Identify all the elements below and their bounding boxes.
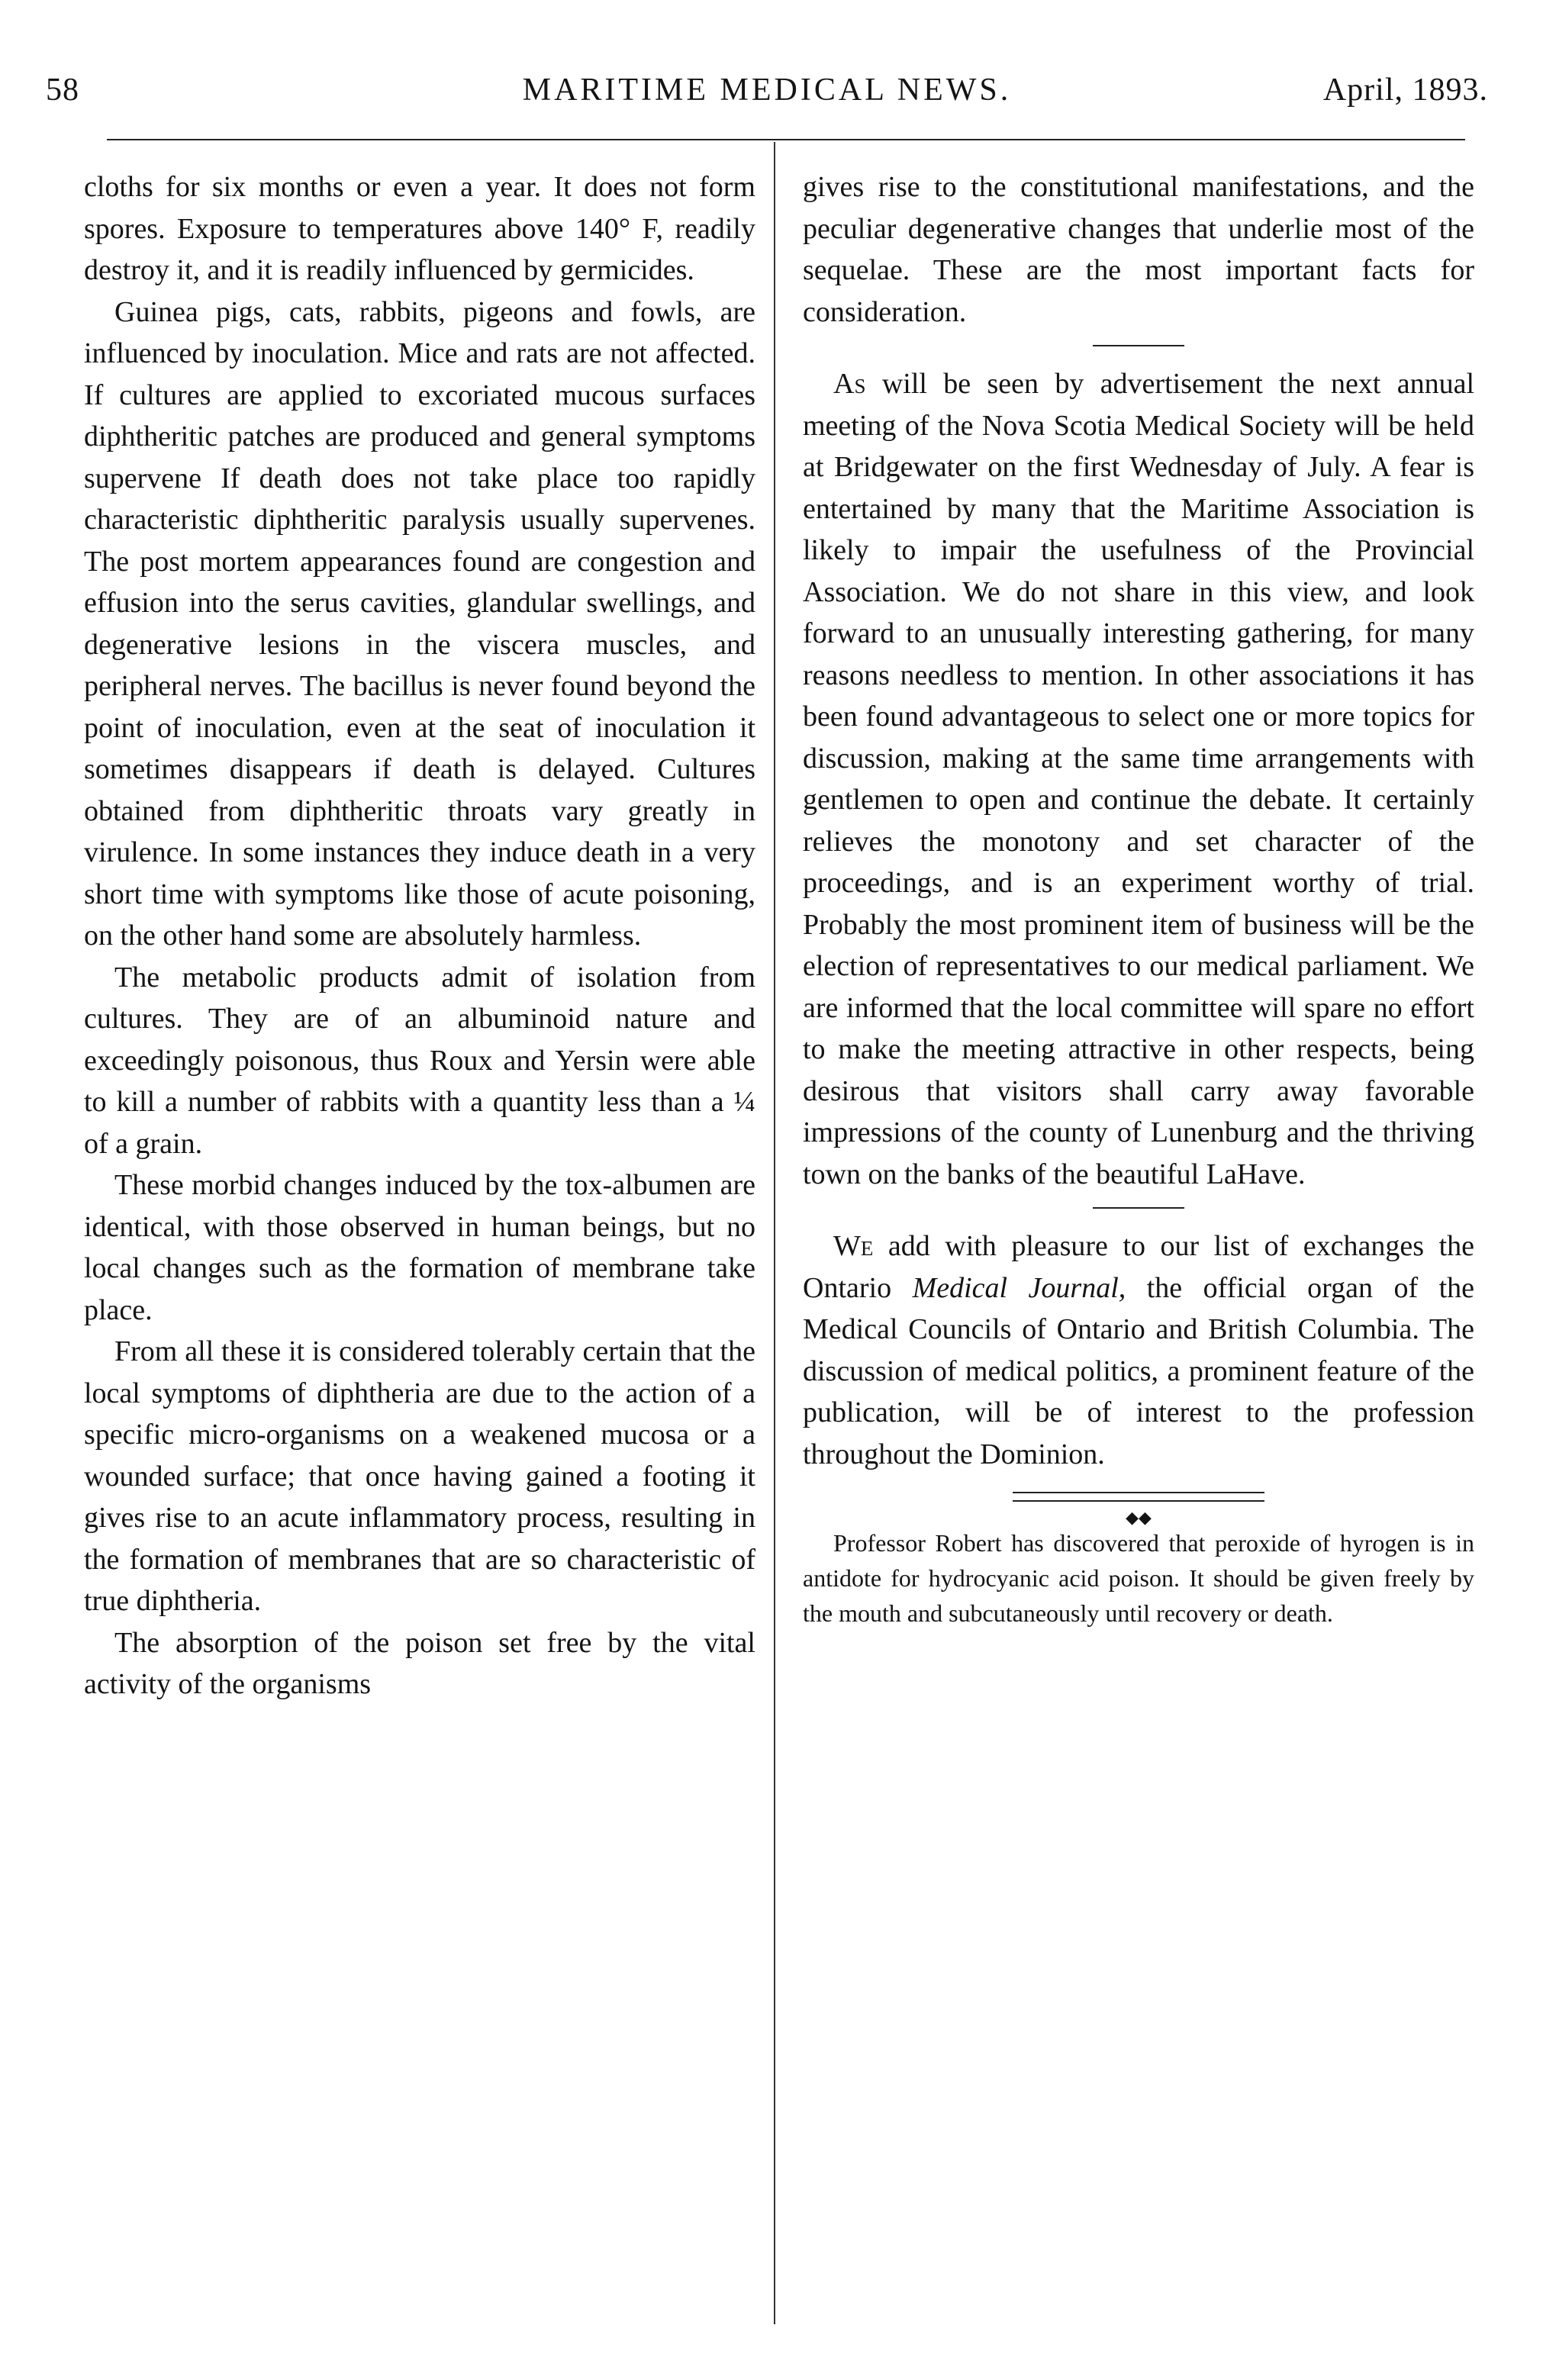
small-print-note (803, 1525, 1474, 1631)
section-separator (1093, 345, 1184, 346)
paragraph-continuation-right: gives rise to the constitutional manifestations, and the peculiar degenerative changes that underlie most of the sequelae. These are the most important facts for consideration. (803, 171, 1474, 328)
lead-word: We (833, 1230, 874, 1262)
ornamental-separator (1013, 1492, 1264, 1527)
running-header (46, 67, 1488, 113)
paragraph-annual-meeting (803, 363, 1474, 1195)
paragraph-inoculation: Guinea pigs, cats, rabbits, pigeons and fowls, are influenced by inoculation. Mice and rats are not affected. If cultures are applied to excoriated mucous surfaces diphtheritic patches are produced and general symptoms supervene If death does not take place too rapidly characteristic diphtheritic paralysis usually supervenes. The post mortem appearances found are congestion and effusion into the serus cavities, glandular swellings, and degenerative lesions in the viscera muscles, and peripheral nerves. The bacillus is never found beyond the point of inoculation, even at the seat of inoculation it sometimes disappears if death is delayed. Cultures obtained from diphtheritic throats vary greatly in virulence. In some instances they induce death in a very short time with symptoms like those of acute poisoning, on the other hand some are absolutely harmless. (84, 295, 755, 952)
journal-title: MARITIME MEDICAL NEWS. (522, 72, 1012, 108)
issue-date: April, 1893. (1322, 72, 1488, 108)
journal-name: Medical Journal, (912, 1271, 1126, 1304)
left-column (84, 166, 755, 1705)
paragraph-continuation: cloths for six months or even a year. It does not form spores. Exposure to temperatures above 140° F, readily destroy it, and it is readily influenced by germicides. (84, 171, 755, 286)
paragraph-metabolic-products: The metabolic products admit of isolation from cultures. They are of an albuminoid nature and exceedingly poisonous, thus Roux and Yersin were able to kill a number of rabbits with a quantity less than a ¼ of a grain. (84, 961, 755, 1160)
header-rule (107, 139, 1465, 140)
paragraph-text: will be seen by advertisement the next annual meeting of the Nova Scotia Medical Society will be held at Bridgewater on the first Wednesday of July. A fear is entertained by many that the Maritime Association is likely to impair the usefulness of the Provincial Association. We do not share in this view, and look forward to an unusually interesting gathering, for many reasons needless to mention. In other associations it has been found advantageous to select one or more topics for discussion, making at the same time arrangements with gentlemen to open and continue the debate. It certainly relieves the monotony and set character of the proceedings, and is an experiment worthy of trial. Probably the most prominent item of business will be the election of representatives to our medical parliament. We are informed that the local committee will spare no effort to make the meeting attractive in other respects, being desirous that visitors shall carry away favorable impressions of the county of Lunenburg and the thriving town on the banks of the beautiful LaHave. (803, 368, 1474, 1190)
paragraph-text: add with pleasure to our list of exchanges the Ontario (803, 1230, 1474, 1304)
paragraph-exchanges (803, 1225, 1474, 1475)
paragraph-local-symptoms: From all these it is considered tolerably certain that the local symptoms of diphtheria are due to the action of a specific micro-organisms on a weakened mucosa or a wounded surface; that once having gained a footing it gives rise to an acute inflammatory process, resulting in the formation of membranes that are so characteristic of true diphtheria. (84, 1335, 755, 1617)
page-number: 58 (46, 72, 79, 108)
right-column (803, 166, 1474, 1631)
paragraph-morbid-changes: These morbid changes induced by the tox-albumen are identical, with those observed in human beings, but no local changes such as the formation of membrane take place. (84, 1169, 755, 1326)
paragraph-text: the official organ of the Medical Councils of Ontario and British Columbia. The discussion of medical politics, a prominent feature of the publication, will be of interest to the profession throughout the Dominion. (803, 1271, 1475, 1470)
ornament-icon: ◆◆ (1121, 1510, 1156, 1525)
paragraph-absorption: The absorption of the poison set free by the vital activity of the organisms (84, 1626, 755, 1700)
lead-word: As (833, 368, 866, 400)
section-separator (1093, 1207, 1184, 1209)
column-divider (774, 142, 775, 2324)
paragraph-peroxide-note: Professor Robert has discovered that peroxide of hyrogen is in antidote for hydrocyanic acid poison. It should be given freely by the mouth and subcutaneously until recovery or death. (803, 1529, 1474, 1627)
